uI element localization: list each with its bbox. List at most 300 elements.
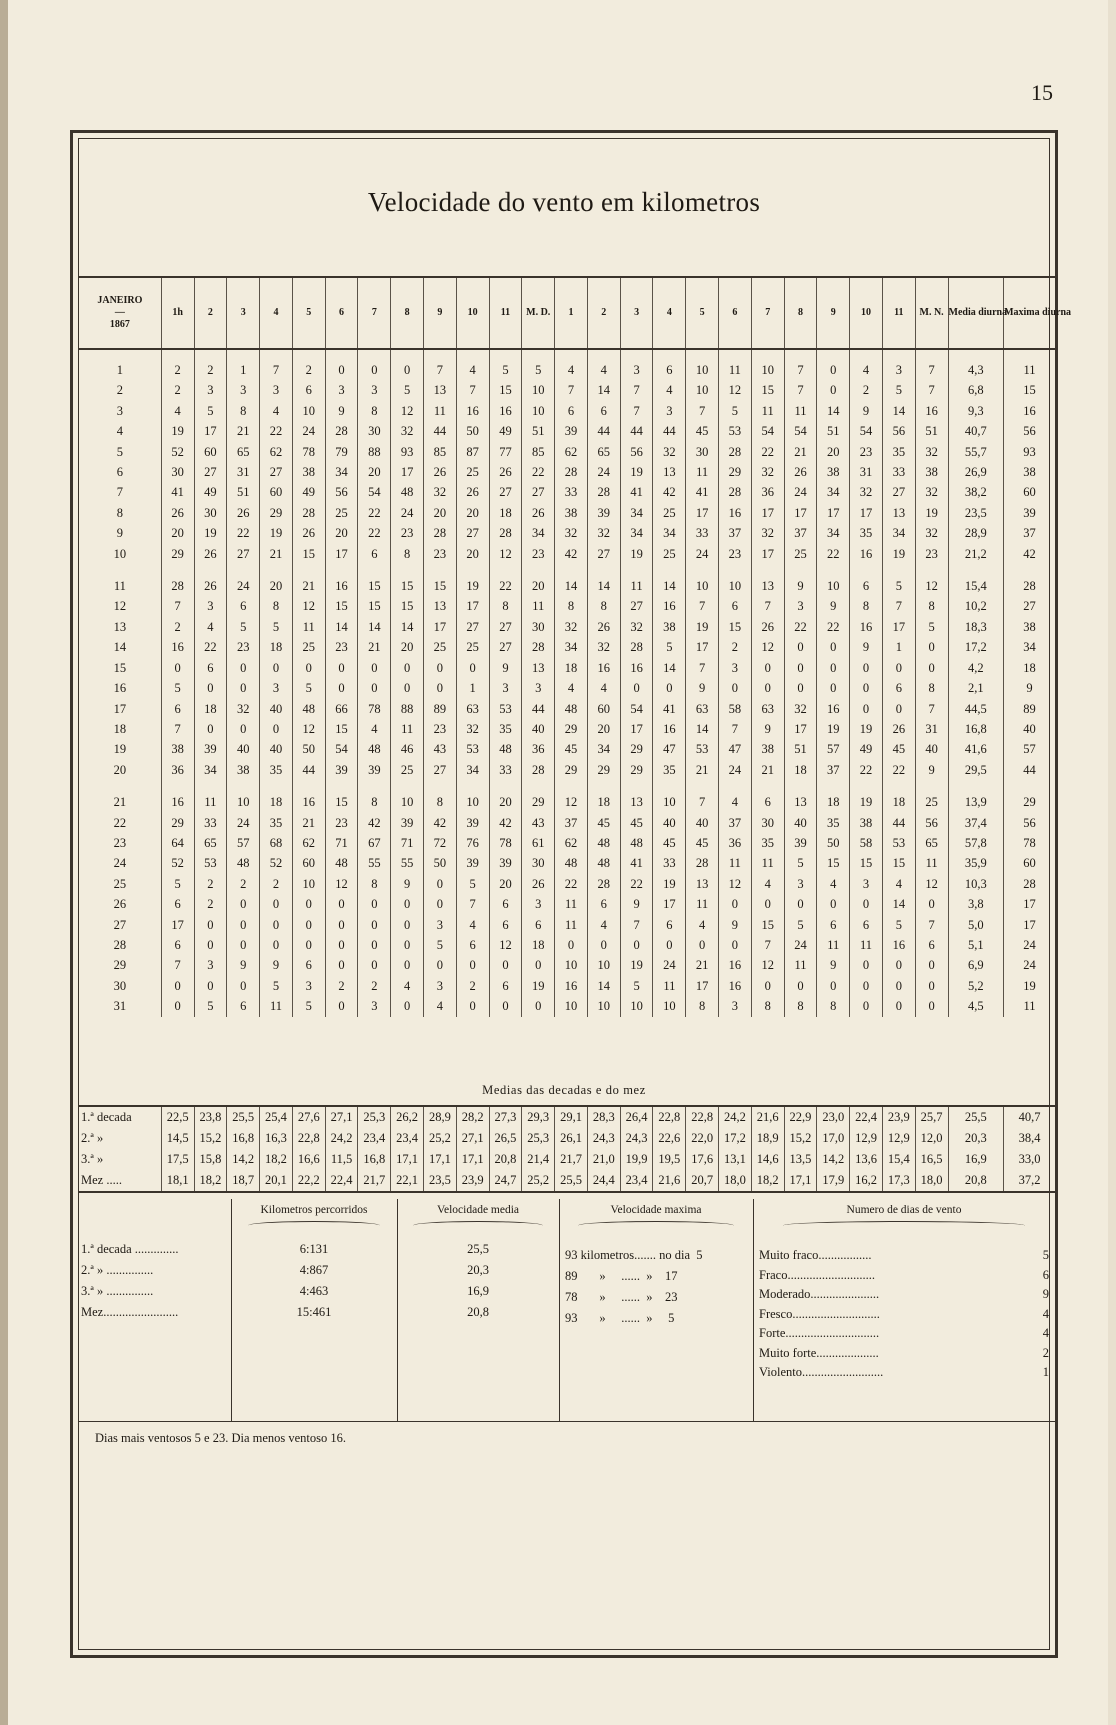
value-cell: 41	[161, 482, 194, 502]
value-cell: 34	[817, 523, 850, 543]
gap-cell	[555, 780, 588, 792]
value-cell: 5	[653, 637, 686, 657]
gap-cell	[456, 780, 489, 792]
means-value: 26,5	[489, 1128, 522, 1149]
means-value: 22,8	[686, 1106, 719, 1128]
value-cell: 33	[489, 760, 522, 780]
means-value: 14,2	[817, 1149, 850, 1170]
value-cell: 6	[653, 915, 686, 935]
maxima-cell: 38	[1004, 617, 1055, 637]
gap-cell	[424, 564, 457, 576]
value-cell: 7	[686, 792, 719, 812]
table-row	[79, 596, 1055, 616]
value-cell: 34	[522, 523, 555, 543]
value-cell: 11	[719, 853, 752, 873]
value-cell: 67	[358, 833, 391, 853]
value-cell: 11	[915, 853, 948, 873]
value-cell: 6	[915, 935, 948, 955]
value-cell: 34	[325, 462, 358, 482]
table-row	[79, 792, 1055, 812]
value-cell: 65	[194, 833, 227, 853]
value-cell: 2	[194, 349, 227, 380]
table-row	[79, 739, 1055, 759]
value-cell: 20	[260, 576, 293, 596]
means-value: 22,0	[686, 1128, 719, 1149]
maxima-cell: 29	[1004, 792, 1055, 812]
value-cell: 21	[751, 760, 784, 780]
means-value: 13,6	[850, 1149, 883, 1170]
value-cell: 35	[751, 833, 784, 853]
means-value: 17,1	[784, 1170, 817, 1192]
media-cell: 21,2	[948, 544, 1004, 564]
maxima-cell: 78	[1004, 833, 1055, 853]
value-cell: 7	[161, 955, 194, 975]
value-cell: 21	[227, 421, 260, 441]
value-cell: 10	[292, 401, 325, 421]
value-cell: 3	[850, 874, 883, 894]
value-cell: 48	[555, 699, 588, 719]
value-cell: 33	[686, 523, 719, 543]
media-cell: 16,8	[948, 719, 1004, 739]
table-row	[79, 401, 1055, 421]
value-cell: 0	[817, 637, 850, 657]
gap-cell	[653, 564, 686, 576]
value-cell: 8	[227, 401, 260, 421]
value-cell: 24	[227, 576, 260, 596]
value-cell: 88	[358, 442, 391, 462]
value-cell: 0	[325, 915, 358, 935]
value-cell: 14	[817, 401, 850, 421]
value-cell: 60	[292, 853, 325, 873]
gap-cell	[784, 780, 817, 792]
media-cell: 17,2	[948, 637, 1004, 657]
value-cell: 0	[292, 658, 325, 678]
value-cell: 17	[850, 503, 883, 523]
value-cell: 32	[620, 617, 653, 637]
value-cell: 0	[850, 699, 883, 719]
value-cell: 27	[489, 637, 522, 657]
value-cell: 6	[882, 678, 915, 698]
summary-media: 16,9	[467, 1284, 489, 1298]
table-row	[79, 637, 1055, 657]
maxima-cell: 40	[1004, 719, 1055, 739]
means-value: 22,6	[653, 1128, 686, 1149]
table-row	[79, 996, 1055, 1016]
value-cell: 11	[751, 853, 784, 873]
table-row	[79, 813, 1055, 833]
day-cell: 11	[113, 579, 126, 594]
means-value: 17,9	[817, 1170, 850, 1192]
summary-label: 1.ª decada ..............	[81, 1242, 179, 1256]
value-cell: 25	[391, 760, 424, 780]
means-value: 22,8	[292, 1128, 325, 1149]
value-cell: 10	[292, 874, 325, 894]
value-cell: 0	[555, 935, 588, 955]
gap-cell	[391, 780, 424, 792]
table-frame	[70, 130, 1072, 1658]
value-cell: 26	[587, 617, 620, 637]
value-cell: 6	[751, 792, 784, 812]
value-cell: 3	[719, 996, 752, 1016]
value-cell: 20	[391, 637, 424, 657]
value-cell: 14	[555, 576, 588, 596]
header-maxima: Maxima diurna	[1004, 277, 1055, 349]
value-cell: 0	[817, 658, 850, 678]
media-cell: 5,0	[948, 915, 1004, 935]
value-cell: 39	[555, 421, 588, 441]
value-cell: 51	[522, 421, 555, 441]
value-cell: 10	[522, 380, 555, 400]
maxima-cell: 38	[1004, 462, 1055, 482]
maxima-cell: 93	[1004, 442, 1055, 462]
value-cell: 31	[227, 462, 260, 482]
value-cell: 0	[850, 894, 883, 914]
value-cell: 63	[751, 699, 784, 719]
means-value: 12,9	[850, 1128, 883, 1149]
value-cell: 12	[719, 874, 752, 894]
value-cell: 8	[358, 401, 391, 421]
value-cell: 40	[784, 813, 817, 833]
means-value: 16,5	[915, 1149, 948, 1170]
value-cell: 17	[161, 915, 194, 935]
value-cell: 38	[751, 739, 784, 759]
value-cell: 6	[587, 894, 620, 914]
value-cell: 5	[194, 996, 227, 1016]
means-value: 28,9	[424, 1106, 457, 1128]
value-cell: 44	[522, 699, 555, 719]
value-cell: 54	[620, 699, 653, 719]
value-cell: 0	[391, 349, 424, 380]
value-cell: 23	[424, 544, 457, 564]
value-cell: 3	[784, 874, 817, 894]
value-cell: 31	[850, 462, 883, 482]
value-cell: 22	[358, 503, 391, 523]
value-cell: 7	[456, 894, 489, 914]
value-cell: 66	[325, 699, 358, 719]
means-value: 23,4	[391, 1128, 424, 1149]
value-cell: 26	[227, 503, 260, 523]
value-cell: 0	[784, 894, 817, 914]
means-value: 14,2	[227, 1149, 260, 1170]
value-cell: 12	[292, 596, 325, 616]
summary-media: 25,5	[467, 1242, 489, 1256]
gap-cell	[79, 564, 161, 576]
value-cell: 40	[260, 699, 293, 719]
value-cell: 37	[555, 813, 588, 833]
table-body	[79, 349, 1055, 1017]
gap-cell	[292, 780, 325, 792]
value-cell: 4	[882, 874, 915, 894]
day-cell: 7	[116, 485, 123, 500]
value-cell: 63	[456, 699, 489, 719]
value-cell: 4	[719, 792, 752, 812]
value-cell: 0	[194, 976, 227, 996]
value-cell: 85	[522, 442, 555, 462]
media-cell: 6,9	[948, 955, 1004, 975]
value-cell: 55	[358, 853, 391, 873]
value-cell: 0	[292, 915, 325, 935]
value-cell: 25	[653, 503, 686, 523]
value-cell: 42	[653, 482, 686, 502]
value-cell: 39	[391, 813, 424, 833]
dias-count: 4	[1042, 1306, 1049, 1321]
gap-cell	[882, 780, 915, 792]
value-cell: 12	[915, 576, 948, 596]
value-cell: 5	[161, 874, 194, 894]
value-cell: 24	[784, 482, 817, 502]
header-media: Media diurna	[948, 277, 1004, 349]
means-value: 23,4	[358, 1128, 391, 1149]
maxima-cell: 19	[1004, 976, 1055, 996]
value-cell: 15	[292, 544, 325, 564]
means-caption: Medias das decadas e do mez	[482, 1083, 646, 1097]
value-cell: 61	[522, 833, 555, 853]
day-cell: 18	[113, 721, 127, 736]
value-cell: 0	[227, 976, 260, 996]
media-cell: 3,8	[948, 894, 1004, 914]
value-cell: 65	[227, 442, 260, 462]
header-hour: 4	[653, 277, 686, 349]
means-value: 29,1	[555, 1106, 588, 1128]
maxima-cell: 56	[1004, 813, 1055, 833]
value-cell: 22	[620, 874, 653, 894]
value-cell: 7	[915, 699, 948, 719]
means-value: 25,2	[424, 1128, 457, 1149]
value-cell: 2	[260, 874, 293, 894]
value-cell: 0	[161, 658, 194, 678]
day-cell: 26	[113, 897, 127, 912]
value-cell: 25	[456, 462, 489, 482]
means-value: 19,9	[620, 1149, 653, 1170]
value-cell: 18	[260, 792, 293, 812]
maxima-cell: 34	[1004, 637, 1055, 657]
value-cell: 0	[194, 935, 227, 955]
value-cell: 76	[456, 833, 489, 853]
value-cell: 39	[456, 853, 489, 873]
value-cell: 17	[391, 462, 424, 482]
dias-header	[753, 1199, 1055, 1237]
means-media: 20,8	[948, 1170, 1004, 1192]
means-value: 21,6	[653, 1170, 686, 1192]
value-cell: 17	[424, 617, 457, 637]
value-cell: 11	[391, 719, 424, 739]
day-cell: 19	[113, 742, 127, 757]
value-cell: 25	[292, 637, 325, 657]
value-cell: 16	[161, 637, 194, 657]
value-cell: 27	[522, 482, 555, 502]
value-cell: 0	[391, 915, 424, 935]
maxima-cell: 24	[1004, 955, 1055, 975]
gap-cell	[817, 780, 850, 792]
value-cell: 39	[587, 503, 620, 523]
value-cell: 16	[489, 401, 522, 421]
value-cell: 32	[391, 421, 424, 441]
header-hour: M. D.	[522, 277, 555, 349]
value-cell: 11	[555, 894, 588, 914]
value-cell: 22	[260, 421, 293, 441]
table-row	[79, 462, 1055, 482]
day-cell: 22	[113, 815, 127, 830]
value-cell: 0	[325, 935, 358, 955]
value-cell: 13	[882, 503, 915, 523]
value-cell: 23	[424, 719, 457, 739]
value-cell: 53	[686, 739, 719, 759]
value-cell: 7	[686, 401, 719, 421]
value-cell: 10	[653, 792, 686, 812]
value-cell: 5	[161, 678, 194, 698]
value-cell: 1	[456, 678, 489, 698]
value-cell: 4	[686, 915, 719, 935]
day-cell: 17	[113, 701, 127, 716]
means-value: 16,6	[292, 1149, 325, 1170]
means-value: 24,2	[325, 1128, 358, 1149]
summary-maxima: 93 kilometros....... no dia 5	[565, 1248, 703, 1262]
header-hour: 10	[456, 277, 489, 349]
value-cell: 29	[587, 760, 620, 780]
means-value: 26,2	[391, 1106, 424, 1128]
value-cell: 0	[358, 894, 391, 914]
value-cell: 41	[620, 482, 653, 502]
day-cell: 27	[113, 917, 127, 932]
value-cell: 21	[358, 637, 391, 657]
maxima-cell: 28	[1004, 576, 1055, 596]
value-cell: 22	[194, 637, 227, 657]
value-cell: 0	[292, 935, 325, 955]
value-cell: 38	[227, 760, 260, 780]
media-cell: 38,2	[948, 482, 1004, 502]
value-cell: 8	[260, 596, 293, 616]
value-cell: 0	[620, 678, 653, 698]
media-cell: 9,3	[948, 401, 1004, 421]
means-value: 23,0	[817, 1106, 850, 1128]
media-cell: 4,2	[948, 658, 1004, 678]
value-cell: 2	[850, 380, 883, 400]
value-cell: 0	[817, 894, 850, 914]
value-cell: 77	[489, 442, 522, 462]
dias-count: 2	[1042, 1345, 1049, 1360]
gap-cell	[292, 564, 325, 576]
value-cell: 0	[817, 976, 850, 996]
value-cell: 5	[784, 915, 817, 935]
value-cell: 3	[358, 380, 391, 400]
value-cell: 2	[358, 976, 391, 996]
value-cell: 4	[817, 874, 850, 894]
value-cell: 0	[358, 349, 391, 380]
value-cell: 16	[719, 955, 752, 975]
header-hour: 3	[227, 277, 260, 349]
table-row	[79, 576, 1055, 596]
value-cell: 50	[292, 739, 325, 759]
value-cell: 28	[587, 482, 620, 502]
value-cell: 26	[784, 462, 817, 482]
media-header	[397, 1199, 559, 1237]
value-cell: 14	[358, 617, 391, 637]
value-cell: 0	[194, 678, 227, 698]
table-row	[79, 658, 1055, 678]
value-cell: 42	[555, 544, 588, 564]
value-cell: 14	[325, 617, 358, 637]
gap-cell	[325, 780, 358, 792]
value-cell: 5	[292, 678, 325, 698]
means-value: 18,2	[260, 1149, 293, 1170]
value-cell: 0	[391, 935, 424, 955]
value-cell: 26	[522, 503, 555, 523]
value-cell: 17	[653, 894, 686, 914]
value-cell: 8	[489, 596, 522, 616]
value-cell: 8	[817, 996, 850, 1016]
means-value: 16,2	[850, 1170, 883, 1192]
means-value: 17,0	[817, 1128, 850, 1149]
gap-cell	[653, 780, 686, 792]
value-cell: 10	[587, 955, 620, 975]
value-cell: 5	[227, 617, 260, 637]
value-cell: 6	[522, 915, 555, 935]
value-cell: 17	[784, 719, 817, 739]
value-cell: 0	[751, 658, 784, 678]
value-cell: 24	[587, 462, 620, 482]
means-value: 16,8	[358, 1149, 391, 1170]
header-month-year	[79, 277, 161, 349]
value-cell: 39	[784, 833, 817, 853]
value-cell: 0	[325, 349, 358, 380]
value-cell: 1	[227, 349, 260, 380]
value-cell: 7	[424, 349, 457, 380]
value-cell: 21	[292, 576, 325, 596]
value-cell: 34	[620, 523, 653, 543]
means-value: 28,2	[456, 1106, 489, 1128]
value-cell: 11	[686, 462, 719, 482]
value-cell: 19	[161, 421, 194, 441]
value-cell: 16	[719, 976, 752, 996]
value-cell: 19	[850, 719, 883, 739]
value-cell: 24	[784, 935, 817, 955]
value-cell: 12	[719, 380, 752, 400]
value-cell: 8	[424, 792, 457, 812]
value-cell: 93	[391, 442, 424, 462]
value-cell: 26	[489, 462, 522, 482]
value-cell: 34	[587, 739, 620, 759]
table-row	[79, 617, 1055, 637]
value-cell: 28	[292, 503, 325, 523]
value-cell: 27	[194, 462, 227, 482]
value-cell: 6	[161, 699, 194, 719]
value-cell: 28	[587, 874, 620, 894]
value-cell: 10	[686, 380, 719, 400]
value-cell: 65	[915, 833, 948, 853]
value-cell: 0	[653, 935, 686, 955]
value-cell: 17	[686, 976, 719, 996]
table-row	[79, 544, 1055, 564]
value-cell: 11	[522, 596, 555, 616]
value-cell: 40	[915, 739, 948, 759]
value-cell: 32	[784, 699, 817, 719]
value-cell: 0	[456, 996, 489, 1016]
maxima-cell: 57	[1004, 739, 1055, 759]
value-cell: 23	[325, 813, 358, 833]
table-row	[79, 678, 1055, 698]
value-cell: 56	[882, 421, 915, 441]
value-cell: 53	[882, 833, 915, 853]
value-cell: 39	[325, 760, 358, 780]
value-cell: 6	[292, 380, 325, 400]
footer-note: Dias mais ventosos 5 e 23. Dia menos ventoso 16.	[95, 1431, 347, 1445]
value-cell: 43	[424, 739, 457, 759]
value-cell: 22	[784, 617, 817, 637]
value-cell: 11	[817, 935, 850, 955]
day-cell: 5	[116, 444, 123, 459]
value-cell: 0	[915, 894, 948, 914]
day-cell: 23	[113, 835, 127, 850]
